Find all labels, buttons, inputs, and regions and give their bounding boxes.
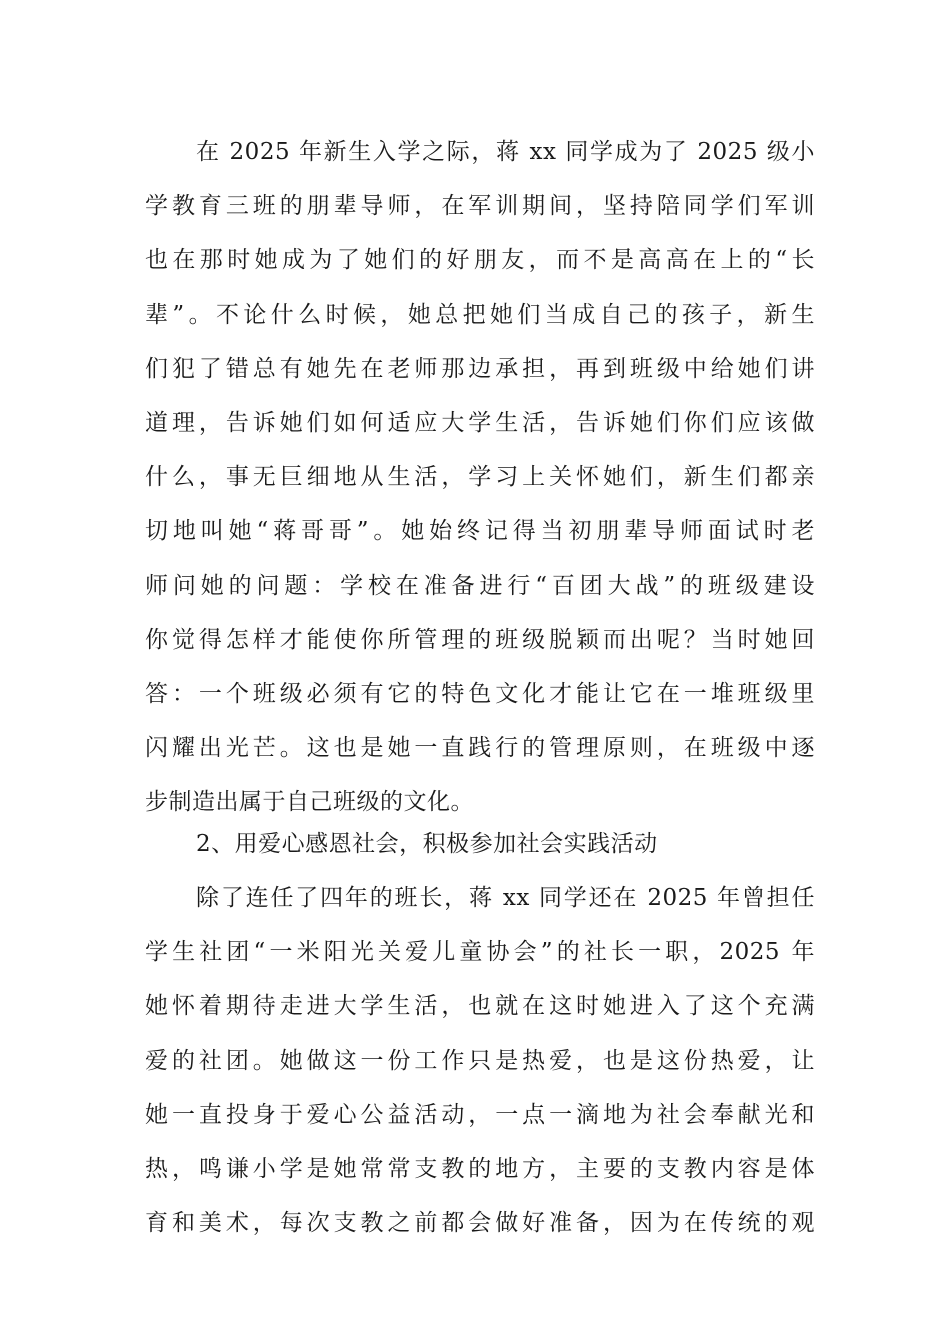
paragraph-line: 她怀着期待走进大学生活，也就在这时她进入了这个充满: [145, 993, 815, 1020]
paragraph-line: 答：一个班级必须有它的特色文化才能让它在一堆班级里: [145, 680, 815, 707]
paragraph-line: 你觉得怎样才能使你所管理的班级脱颖而出呢？当时她回: [145, 626, 815, 653]
section-heading: [145, 817, 815, 871]
paragraph-line: 育和美术，每次支教之前都会做好准备，因为在传统的观: [145, 1210, 815, 1237]
paragraph-line: 在 2025 年新生入学之际，蒋 xx 同学成为了 2025 级小: [196, 139, 815, 165]
paragraph-line: 学生社团“一米阳光关爱儿童协会”的社长一职，2025 年: [145, 939, 815, 966]
paragraph-mentor: [145, 125, 815, 829]
paragraph-line: 步制造出属于自己班级的文化。: [145, 789, 474, 816]
paragraph-line: 什么，事无巨细地从生活，学习上关怀她们，新生们都亲: [145, 464, 815, 491]
paragraph-line: 她一直投身于爱心公益活动，一点一滴地为社会奉献光和: [145, 1101, 815, 1128]
paragraph-line: 学教育三班的朋辈导师，在军训期间，坚持陪同学们军训: [145, 193, 815, 220]
paragraph-line: 闪耀出光芒。这也是她一直践行的管理原则，在班级中逐: [145, 735, 815, 762]
paragraph-line: 也在那时她成为了她们的好朋友，而不是高高在上的“长: [145, 247, 815, 274]
paragraph-charity: [145, 871, 815, 1250]
paragraph-line: 道理，告诉她们如何适应大学生活，告诉她们你们应该做: [145, 409, 815, 436]
heading-text: 2、用爱心感恩社会，积极参加社会实践活动: [196, 831, 658, 857]
paragraph-line: 辈”。不论什么时候，她总把她们当成自己的孩子，新生: [145, 301, 815, 328]
paragraph-line: 爱的社团。她做这一份工作只是热爱，也是这份热爱，让: [145, 1047, 815, 1074]
paragraph-line: 除了连任了四年的班长，蒋 xx 同学还在 2025 年曾担任: [196, 885, 815, 911]
paragraph-line: 切地叫她“蒋哥哥”。她始终记得当初朋辈导师面试时老: [145, 518, 815, 545]
paragraph-line: 师问她的问题：学校在准备进行“百团大战”的班级建设: [145, 572, 815, 599]
paragraph-line: 们犯了错总有她先在老师那边承担，再到班级中给她们讲: [145, 355, 815, 382]
paragraph-line: 热，鸣谦小学是她常常支教的地方，主要的支教内容是体: [145, 1155, 815, 1182]
